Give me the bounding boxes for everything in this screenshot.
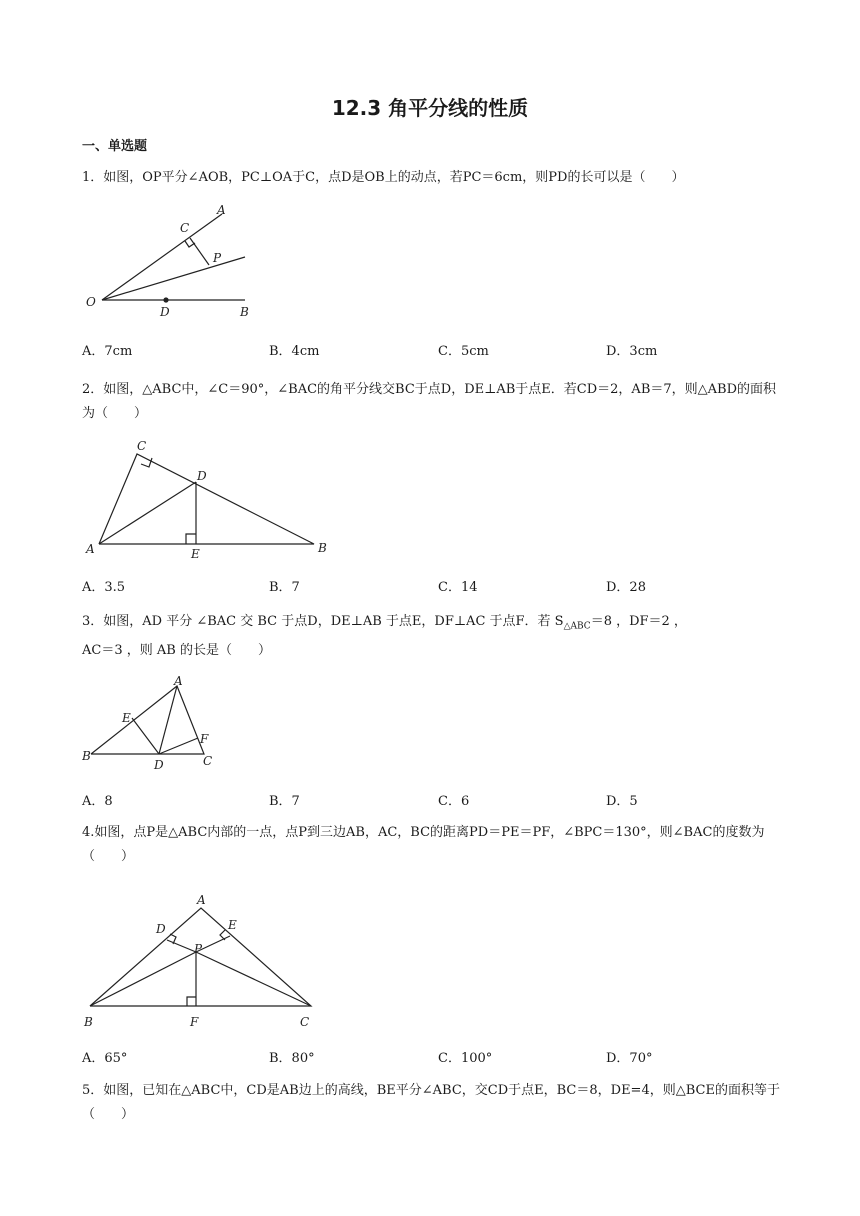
label-p: P xyxy=(213,251,222,265)
option-d[interactable]: D．70° xyxy=(606,1051,653,1066)
right-angle-mark xyxy=(185,241,195,247)
point-d xyxy=(163,297,168,302)
segment-ad xyxy=(159,686,177,754)
label-d: D xyxy=(160,305,170,319)
question-5-text: 5．如图，已知在△ABC中，CD是AB边上的高线，BE平分∠ABC，交CD于点E，BC＝8，DE=4，则△BCE的面积等于（ ） xyxy=(82,1083,780,1122)
label-d: D xyxy=(197,469,207,483)
label-c: C xyxy=(137,439,147,453)
option-a[interactable]: A．8 xyxy=(82,794,113,809)
ray-op xyxy=(102,257,245,300)
segment-ad xyxy=(99,482,196,544)
option-b[interactable]: B．4cm xyxy=(269,344,320,359)
option-b[interactable]: B．80° xyxy=(269,1051,315,1066)
label-c: C xyxy=(203,754,213,768)
triangle-abc xyxy=(99,454,314,544)
option-d[interactable]: D．3cm xyxy=(606,344,658,359)
question-3-subscript: △ABC xyxy=(563,621,591,632)
option-b[interactable]: B．7 xyxy=(269,794,300,809)
section-heading: 一、单选题 xyxy=(82,139,148,154)
option-a[interactable]: A．3.5 xyxy=(82,580,126,595)
question-2-text: 2．如图，△ABC中，∠C＝90°，∠BAC的角平分线交BC于点D，DE⊥AB于点E．若CD＝2，AB＝7，则△ABD的面积为（ ） xyxy=(82,382,777,421)
label-b: B xyxy=(84,1015,93,1029)
question-4-text: 4.如图，点P是△ABC内部的一点，点P到三边AB，AC，BC的距离PD＝PE＝PF，∠BPC＝130°，则∠BAC的度数为（ ） xyxy=(82,825,765,864)
segment-df xyxy=(159,738,198,754)
label-a: A xyxy=(86,542,95,556)
label-d: D xyxy=(156,922,166,936)
triangle-abc xyxy=(91,686,204,754)
label-c: C xyxy=(300,1015,310,1029)
option-c[interactable]: C．100° xyxy=(438,1051,493,1066)
label-a: A xyxy=(217,203,226,217)
label-e: E xyxy=(122,711,131,725)
option-b[interactable]: B．7 xyxy=(269,580,300,595)
page-title: 12.3 角平分线的性质 xyxy=(331,96,529,120)
segment-pd xyxy=(167,940,196,952)
label-f: F xyxy=(190,1015,199,1029)
option-c[interactable]: C．5cm xyxy=(438,344,489,359)
question-1-text: 1．如图，OP平分∠AOB，PC⊥OA于C，点D是OB上的动点，若PC＝6cm，则PD的长可以是（ ） xyxy=(82,170,685,185)
question-3-text-line2: AC＝3 ，则 AB 的长是（ ） xyxy=(82,642,271,658)
option-a[interactable]: A．65° xyxy=(82,1051,128,1066)
question-3-figure xyxy=(82,672,222,777)
segment-bp xyxy=(90,952,196,1006)
label-d: D xyxy=(154,758,164,772)
segment-pc xyxy=(190,238,209,265)
right-angle-mark-e xyxy=(220,930,225,940)
label-e: E xyxy=(191,547,200,561)
label-c: C xyxy=(180,221,190,235)
option-d[interactable]: D．28 xyxy=(606,580,646,595)
right-angle-mark-d xyxy=(170,934,176,944)
question-4-figure xyxy=(82,888,332,1033)
question-3-text-line1-end: ＝8 ，DF＝2 ， xyxy=(590,614,687,629)
label-f: F xyxy=(200,732,209,746)
label-b: B xyxy=(318,541,327,555)
question-2-figure xyxy=(82,432,342,562)
label-b: B xyxy=(240,305,249,319)
option-a[interactable]: A．7cm xyxy=(82,344,133,359)
label-p: P xyxy=(194,942,203,956)
option-c[interactable]: C．6 xyxy=(438,794,470,809)
segment-de xyxy=(132,718,159,754)
question-3-text xyxy=(82,610,780,663)
label-e: E xyxy=(228,918,237,932)
question-1-figure xyxy=(82,200,262,325)
segment-cp xyxy=(196,952,311,1006)
label-a: A xyxy=(197,893,206,907)
label-b: B xyxy=(82,749,91,763)
triangle-abc xyxy=(90,908,311,1006)
label-o: O xyxy=(86,295,96,309)
right-angle-mark-f xyxy=(187,997,196,1006)
option-c[interactable]: C．14 xyxy=(438,580,478,595)
right-angle-mark-e xyxy=(186,534,196,544)
option-d[interactable]: D．5 xyxy=(606,794,638,809)
label-a: A xyxy=(174,674,183,688)
question-3-text-line1: 3．如图，AD 平分 ∠BAC 交 BC 于点D，DE⊥AB 于点E，DF⊥AC 于点F．若 S xyxy=(82,614,564,629)
